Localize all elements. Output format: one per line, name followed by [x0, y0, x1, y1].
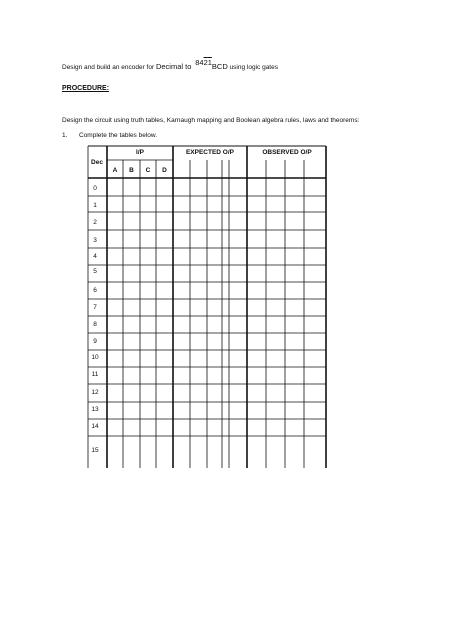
ip-header: I/P: [136, 149, 144, 156]
step-number: 1.: [62, 132, 68, 139]
aim-from: Decimal to: [155, 62, 192, 71]
input-header-c: C: [145, 167, 151, 174]
dec-row-7: 7: [93, 304, 97, 311]
aim-suffix: using logic gates: [229, 64, 278, 71]
dec-header: Dec: [91, 159, 103, 166]
step-text: Complete the tables below.: [79, 132, 158, 139]
procedure-description: Design the circuit using truth tables, Karnaugh mapping and Boolean algebra rules, laws and theorems:: [62, 117, 360, 124]
dec-row-8: 8: [93, 321, 97, 328]
aim-bcd: BCD: [211, 62, 228, 71]
dec-row-4: 4: [93, 253, 97, 260]
dec-row-0: 0: [93, 185, 97, 192]
input-header-d: D: [162, 167, 167, 174]
dec-row-6: 6: [93, 287, 97, 294]
dec-row-2: 2: [93, 219, 97, 226]
input-header-a: A: [112, 167, 118, 174]
dec-row-9: 9: [93, 338, 97, 345]
expected-header: EXPECTED O/P: [185, 149, 235, 156]
dec-row-11: 11: [91, 371, 99, 378]
dec-row-10: 10: [91, 354, 99, 361]
dec-row-13: 13: [91, 406, 99, 413]
input-header-b: B: [129, 167, 134, 174]
dec-row-1: 1: [93, 202, 97, 209]
bcd-code-plain: 84: [195, 58, 204, 67]
dec-row-12: 12: [91, 389, 99, 396]
bcd-code-bar-2: 2: [203, 58, 208, 67]
dec-row-15: 15: [91, 447, 99, 454]
aim-prefix: Design and build an encoder for: [62, 64, 155, 71]
procedure-heading: PROCEDURE:: [62, 85, 110, 92]
bcd-code-bar-1: 1: [207, 58, 212, 67]
dec-row-3: 3: [93, 237, 97, 244]
observed-header: OBSERVED O/P: [262, 149, 312, 156]
dec-row-5: 5: [93, 268, 97, 275]
dec-row-14: 14: [91, 423, 99, 430]
